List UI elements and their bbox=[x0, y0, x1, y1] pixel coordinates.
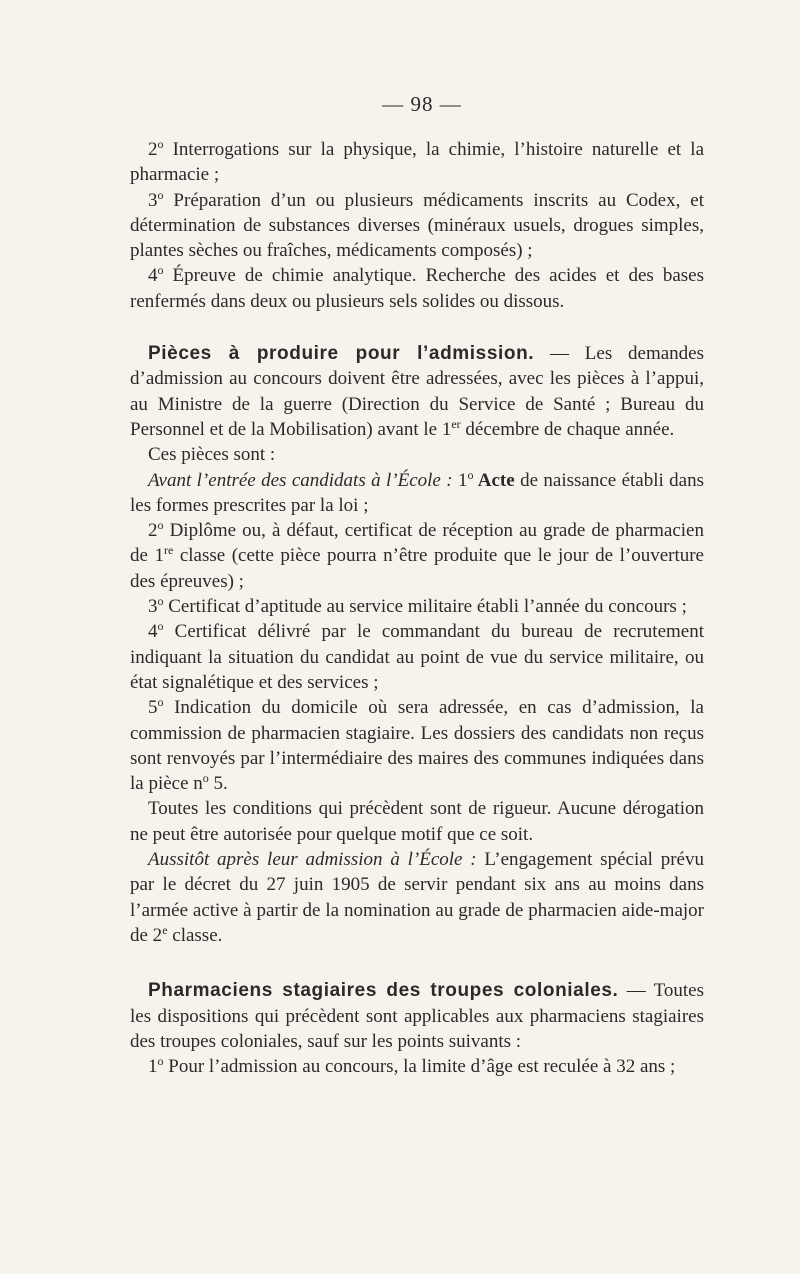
avant-entree: Avant l’entrée des candidats à l’École : 1$^o$ Acte de naissance établi dans les formes prescrites par la loi ; bbox=[130, 467, 705, 516]
limite-age: 1$^o$ Pour l’admission au concours, la limite d’âge est reculée à 32 ans ; bbox=[148, 1054, 676, 1078]
aussitot-admission: Aussitôt après leur admission à l’École : L’engagement spécial prévu par le décret du 27 juin 1905 de servir pendant six ans au moins dans l’armée active à partir de la nomination au grade de pharmacien aide-major de 2e classe. bbox=[130, 849, 704, 946]
list-item-chimie: 4$^o$ Épreuve de chimie analytique. Recherche des acides et des bases renfermés dans deux ou plusieurs sels solides ou dissous. bbox=[130, 263, 704, 312]
list-item-interrogations: 2$^o$ Interrogations sur la physique, la chimie, l’histoire naturelle et la pharmacie ; bbox=[130, 137, 704, 186]
page-body bbox=[130, 92, 704, 1079]
item-number: 4 bbox=[148, 265, 158, 287]
certificat-aptitude: 3$^o$ Certificat d’aptitude au service militaire établi l’année du concours ; bbox=[148, 594, 687, 618]
section-heading-pieces: Pièces à produire pour l’admission. bbox=[148, 343, 535, 365]
section-heading-coloniales: Pharmaciens stagiaires des troupes coloniales. bbox=[148, 980, 619, 1002]
conditions-rigueur: Toutes les conditions qui précèdent sont de rigueur. Aucune dérogation ne peut être autorisée pour quelque motif que ce soit. bbox=[130, 798, 704, 845]
item-number: 3 bbox=[148, 189, 158, 211]
page-number: — 98 — bbox=[382, 92, 462, 116]
item-number: 2 bbox=[148, 139, 158, 160]
pieces-sont: Ces pièces sont : bbox=[148, 444, 276, 466]
list-item-preparation: 3$^o$ Préparation d’un ou plusieurs médicaments inscrits au Codex, et détermination de substances diverses (minéraux usuels, drogues simples, plantes sèches ou fraîches, médicaments composés) ; bbox=[130, 187, 704, 262]
diplome: 2$^o$ Diplôme ou, à défaut, certificat de réception au grade de pharmacien de 1re classe (cette pièce pourra n’être produite que le jour de l’ouverture des épreuves) ; bbox=[130, 518, 704, 592]
certificat-recrutement: 4$^o$ Certificat délivré par le commandant du bureau de recrutement indiquant la situation du candidat au point de vue du service militaire, ou état signalétique et des services ; bbox=[130, 619, 704, 693]
section-pieces-intro: Pièces à produire pour l’admission. — Les demandes d’admission au concours doivent être adressées, avec les pièces à l’appui, au Ministre de la guerre (Direction du Service de Santé ; Bureau du Personnel et de la Mobilisation) avant le 1er décembre de chaque année. bbox=[130, 343, 704, 440]
section-coloniales-intro: Pharmaciens stagiaires des troupes coloniales. — Toutes les dispositions qui précèdent sont applicables aux pharmaciens stagiaires des troupes coloniales, sauf sur les points suivants : bbox=[130, 980, 705, 1052]
indication-domicile: 5$^o$ Indication du domicile où sera adressée, en cas d’admission, la commission de pharmacien stagiaire. Les dossiers des candidats non reçus sont renvoyés par l’intermédiaire des maires des communes indiquées dans la pièce $n^o$ 5. bbox=[130, 695, 704, 795]
